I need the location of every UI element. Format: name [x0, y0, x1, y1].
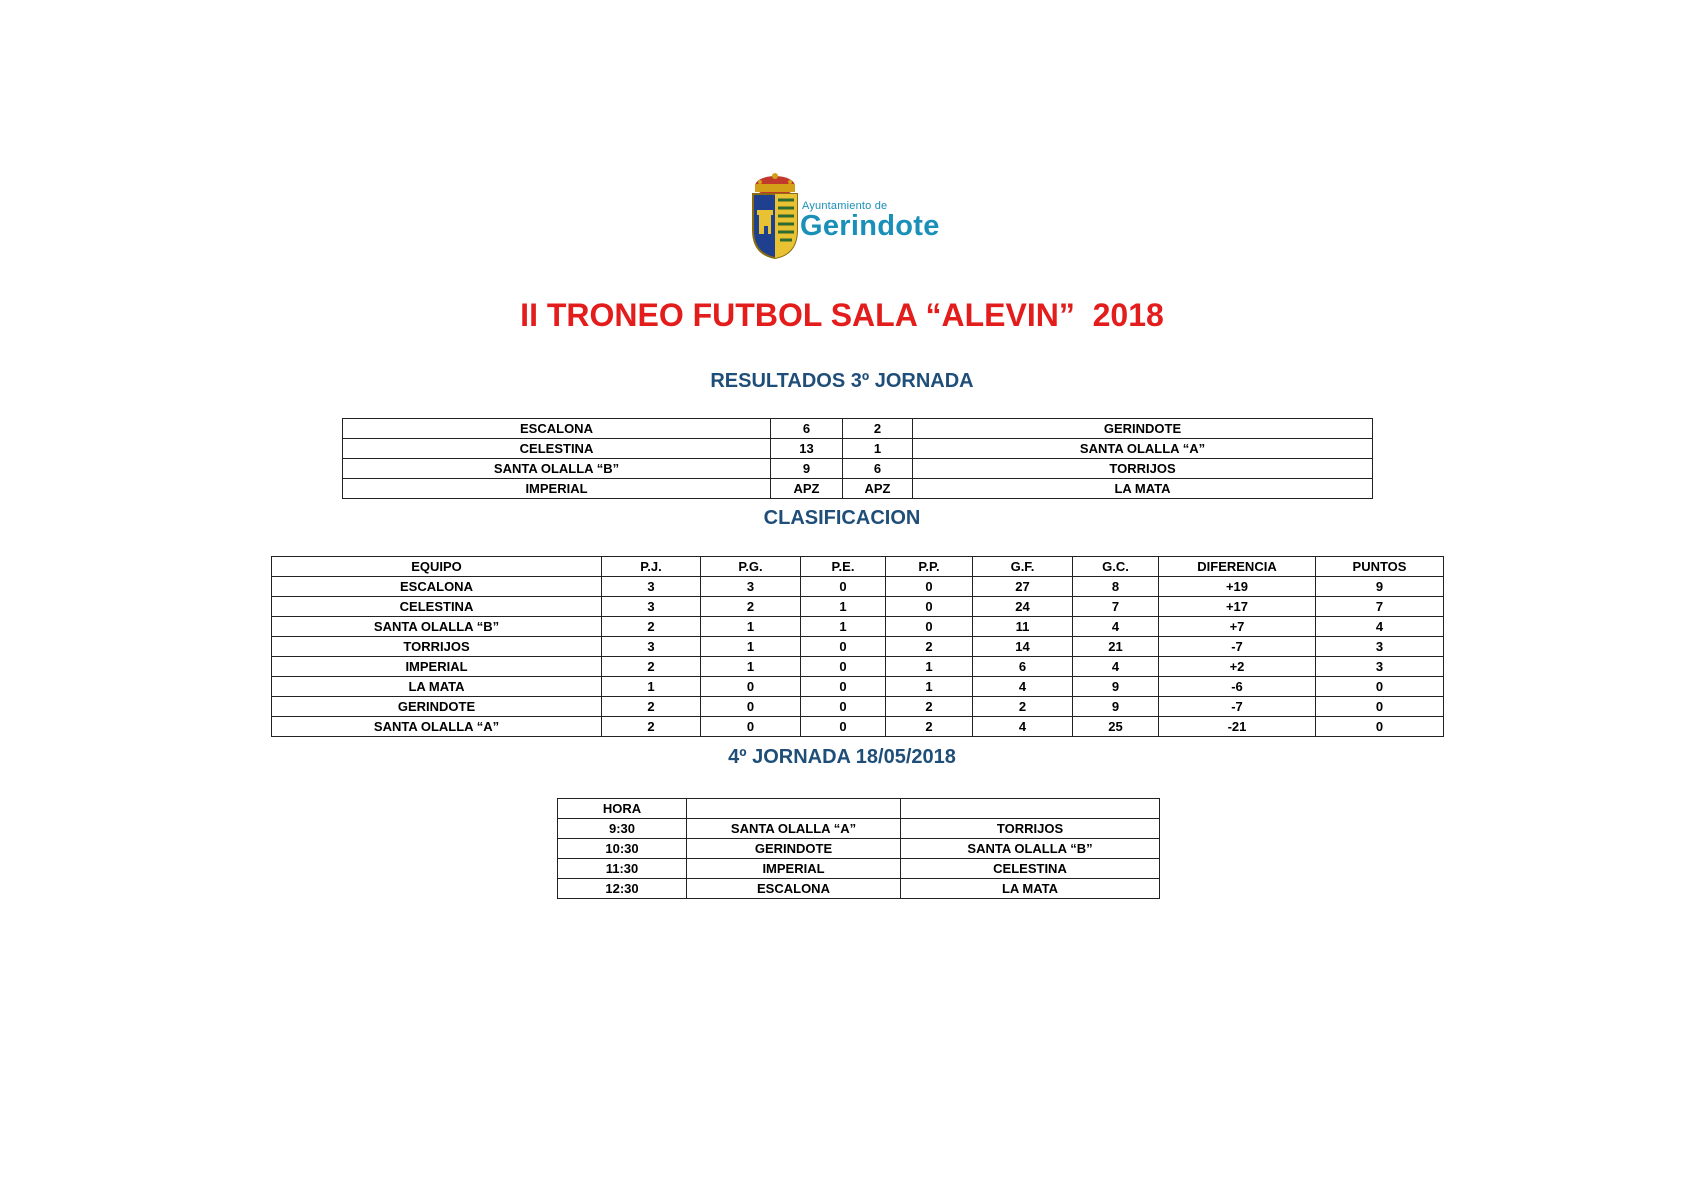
stat-cell: 2 [602, 717, 701, 737]
stat-cell: 2 [886, 697, 973, 717]
page-title: II TRONEO FUTBOL SALA “ALEVIN” 2018 [520, 297, 1164, 333]
stat-cell: +19 [1159, 577, 1316, 597]
team-name: TORRIJOS [272, 637, 602, 657]
standings-table [271, 556, 1444, 737]
column-header: DIFERENCIA [1159, 557, 1316, 577]
schedule-row [558, 839, 1160, 859]
stat-cell: 0 [801, 697, 886, 717]
stat-cell: 2 [973, 697, 1073, 717]
match-time: 12:30 [558, 879, 687, 899]
stat-cell: 3 [602, 597, 701, 617]
column-header: P.E. [801, 557, 886, 577]
stat-cell: 2 [602, 657, 701, 677]
schedule-table [557, 798, 1160, 899]
home-team: CELESTINA [343, 439, 771, 459]
stat-cell: +7 [1159, 617, 1316, 637]
result-row [343, 479, 1373, 499]
coat-of-arms-icon [748, 172, 802, 260]
schedule-row [558, 879, 1160, 899]
stat-cell: 0 [1316, 717, 1444, 737]
schedule-header-row [558, 799, 1160, 819]
stat-cell: 0 [801, 677, 886, 697]
standings-row [272, 577, 1444, 597]
column-header: P.P. [886, 557, 973, 577]
result-row [343, 419, 1373, 439]
stat-cell: 2 [701, 597, 801, 617]
stat-cell: 1 [701, 637, 801, 657]
stat-cell: 4 [973, 717, 1073, 737]
stat-cell: 1 [801, 597, 886, 617]
result-row [343, 439, 1373, 459]
column-header: PUNTOS [1316, 557, 1444, 577]
standings-row [272, 597, 1444, 617]
stat-cell: 0 [801, 657, 886, 677]
home-team: ESCALONA [687, 879, 901, 899]
match-time: 9:30 [558, 819, 687, 839]
stat-cell: 3 [602, 637, 701, 657]
column-header: EQUIPO [272, 557, 602, 577]
column-header: P.G. [701, 557, 801, 577]
stat-cell: 3 [602, 577, 701, 597]
stat-cell: 3 [1316, 637, 1444, 657]
home-team: SANTA OLALLA “B” [343, 459, 771, 479]
logo-name: Gerindote [800, 210, 940, 242]
stat-cell: 0 [801, 637, 886, 657]
away-team: LA MATA [913, 479, 1373, 499]
column-header: P.J. [602, 557, 701, 577]
stat-cell: 1 [701, 657, 801, 677]
stat-cell: 1 [801, 617, 886, 637]
away-team: TORRIJOS [901, 819, 1160, 839]
standings-row [272, 657, 1444, 677]
home-team: SANTA OLALLA “A” [687, 819, 901, 839]
away-team: LA MATA [901, 879, 1160, 899]
stat-cell: 25 [1073, 717, 1159, 737]
schedule-table-body [558, 799, 1160, 899]
stat-cell: 0 [701, 717, 801, 737]
away-team: TORRIJOS [913, 459, 1373, 479]
team-name: GERINDOTE [272, 697, 602, 717]
column-header [687, 799, 901, 819]
stat-cell: 0 [801, 717, 886, 737]
stat-cell: 11 [973, 617, 1073, 637]
column-header: G.F. [973, 557, 1073, 577]
stat-cell: -6 [1159, 677, 1316, 697]
team-name: ESCALONA [272, 577, 602, 597]
stat-cell: +17 [1159, 597, 1316, 617]
stat-cell: 0 [886, 577, 973, 597]
away-team: SANTA OLALLA “B” [901, 839, 1160, 859]
standings-table-body [272, 557, 1444, 737]
home-score: APZ [771, 479, 843, 499]
away-team: CELESTINA [901, 859, 1160, 879]
stat-cell: 7 [1073, 597, 1159, 617]
away-score: 2 [843, 419, 913, 439]
stat-cell: 3 [701, 577, 801, 597]
schedule-heading: 4º JORNADA 18/05/2018 [728, 746, 956, 768]
stat-cell: 2 [886, 717, 973, 737]
results-table-body [343, 419, 1373, 499]
away-score: APZ [843, 479, 913, 499]
stat-cell: 14 [973, 637, 1073, 657]
stat-cell: 4 [973, 677, 1073, 697]
team-name: SANTA OLALLA “A” [272, 717, 602, 737]
away-team: GERINDOTE [913, 419, 1373, 439]
column-header [901, 799, 1160, 819]
stat-cell: 2 [886, 637, 973, 657]
stat-cell: 8 [1073, 577, 1159, 597]
home-score: 9 [771, 459, 843, 479]
standings-heading: CLASIFICACION [763, 507, 921, 529]
away-score: 6 [843, 459, 913, 479]
schedule-row [558, 819, 1160, 839]
municipality-logo [748, 172, 948, 262]
stat-cell: 7 [1316, 597, 1444, 617]
stat-cell: 1 [886, 677, 973, 697]
team-name: SANTA OLALLA “B” [272, 617, 602, 637]
team-name: CELESTINA [272, 597, 602, 617]
result-row [343, 459, 1373, 479]
stat-cell: 1 [886, 657, 973, 677]
results-table [342, 418, 1373, 499]
match-time: 10:30 [558, 839, 687, 859]
stat-cell: 6 [973, 657, 1073, 677]
stat-cell: 0 [886, 617, 973, 637]
stat-cell: 9 [1316, 577, 1444, 597]
column-header: G.C. [1073, 557, 1159, 577]
stat-cell: 4 [1073, 657, 1159, 677]
stat-cell: 0 [801, 577, 886, 597]
standings-row [272, 697, 1444, 717]
stat-cell: -21 [1159, 717, 1316, 737]
match-time: 11:30 [558, 859, 687, 879]
standings-row [272, 677, 1444, 697]
away-score: 1 [843, 439, 913, 459]
stat-cell: 24 [973, 597, 1073, 617]
stat-cell: 1 [602, 677, 701, 697]
stat-cell: 0 [1316, 677, 1444, 697]
schedule-row [558, 859, 1160, 879]
stat-cell: 0 [1316, 697, 1444, 717]
stat-cell: 9 [1073, 697, 1159, 717]
standings-row [272, 717, 1444, 737]
stat-cell: 3 [1316, 657, 1444, 677]
home-score: 6 [771, 419, 843, 439]
stat-cell: 4 [1073, 617, 1159, 637]
logo-caption: Ayuntamiento de [802, 200, 888, 212]
stat-cell: 0 [886, 597, 973, 617]
stat-cell: 2 [602, 697, 701, 717]
home-team: IMPERIAL [687, 859, 901, 879]
stat-cell: 0 [701, 697, 801, 717]
stat-cell: 27 [973, 577, 1073, 597]
stat-cell: 0 [701, 677, 801, 697]
results-heading: RESULTADOS 3º JORNADA [710, 370, 974, 392]
column-header: HORA [558, 799, 687, 819]
home-score: 13 [771, 439, 843, 459]
stat-cell: +2 [1159, 657, 1316, 677]
away-team: SANTA OLALLA “A” [913, 439, 1373, 459]
stat-cell: 2 [602, 617, 701, 637]
team-name: LA MATA [272, 677, 602, 697]
home-team: ESCALONA [343, 419, 771, 439]
standings-header-row [272, 557, 1444, 577]
standings-row [272, 637, 1444, 657]
stat-cell: -7 [1159, 697, 1316, 717]
home-team: GERINDOTE [687, 839, 901, 859]
stat-cell: -7 [1159, 637, 1316, 657]
stat-cell: 9 [1073, 677, 1159, 697]
standings-row [272, 617, 1444, 637]
stat-cell: 4 [1316, 617, 1444, 637]
home-team: IMPERIAL [343, 479, 771, 499]
stat-cell: 1 [701, 617, 801, 637]
team-name: IMPERIAL [272, 657, 602, 677]
stat-cell: 21 [1073, 637, 1159, 657]
